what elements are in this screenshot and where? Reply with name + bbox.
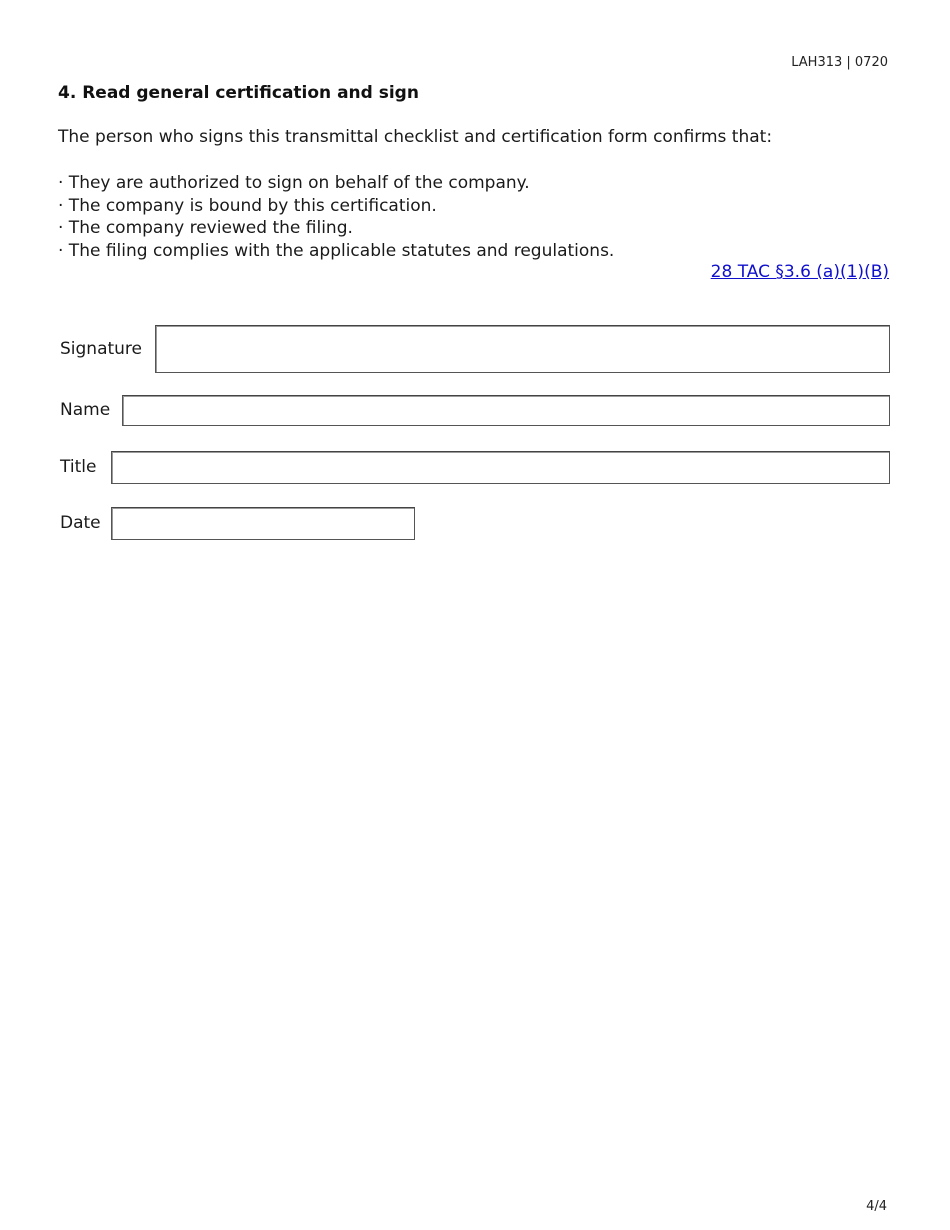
list-item: · The company is bound by this certification. bbox=[58, 195, 437, 216]
name-field[interactable] bbox=[122, 395, 890, 426]
signature-field[interactable] bbox=[155, 325, 890, 373]
section-title: 4. Read general certification and sign bbox=[58, 83, 419, 103]
page-number: 4/4 bbox=[866, 1199, 887, 1214]
list-item: · The company reviewed the filing. bbox=[58, 218, 353, 238]
title-label: Title bbox=[60, 457, 97, 477]
list-item: · The filing complies with the applicable statutes and regulations. bbox=[58, 240, 615, 261]
citation-link[interactable]: 28 TAC §3.6 (a)(1)(B) bbox=[710, 262, 889, 282]
title-field[interactable] bbox=[111, 451, 890, 484]
list-item: · They are authorized to sign on behalf of the company. bbox=[58, 173, 530, 193]
form-code: LAH313 | 0720 bbox=[791, 55, 888, 70]
date-label: Date bbox=[60, 513, 101, 533]
name-label: Name bbox=[60, 400, 111, 420]
certification-list bbox=[58, 172, 614, 262]
date-field[interactable] bbox=[111, 507, 415, 540]
signature-label: Signature bbox=[60, 339, 143, 359]
certification-intro: The person who signs this transmittal checklist and certification form confirms that: bbox=[58, 127, 773, 147]
